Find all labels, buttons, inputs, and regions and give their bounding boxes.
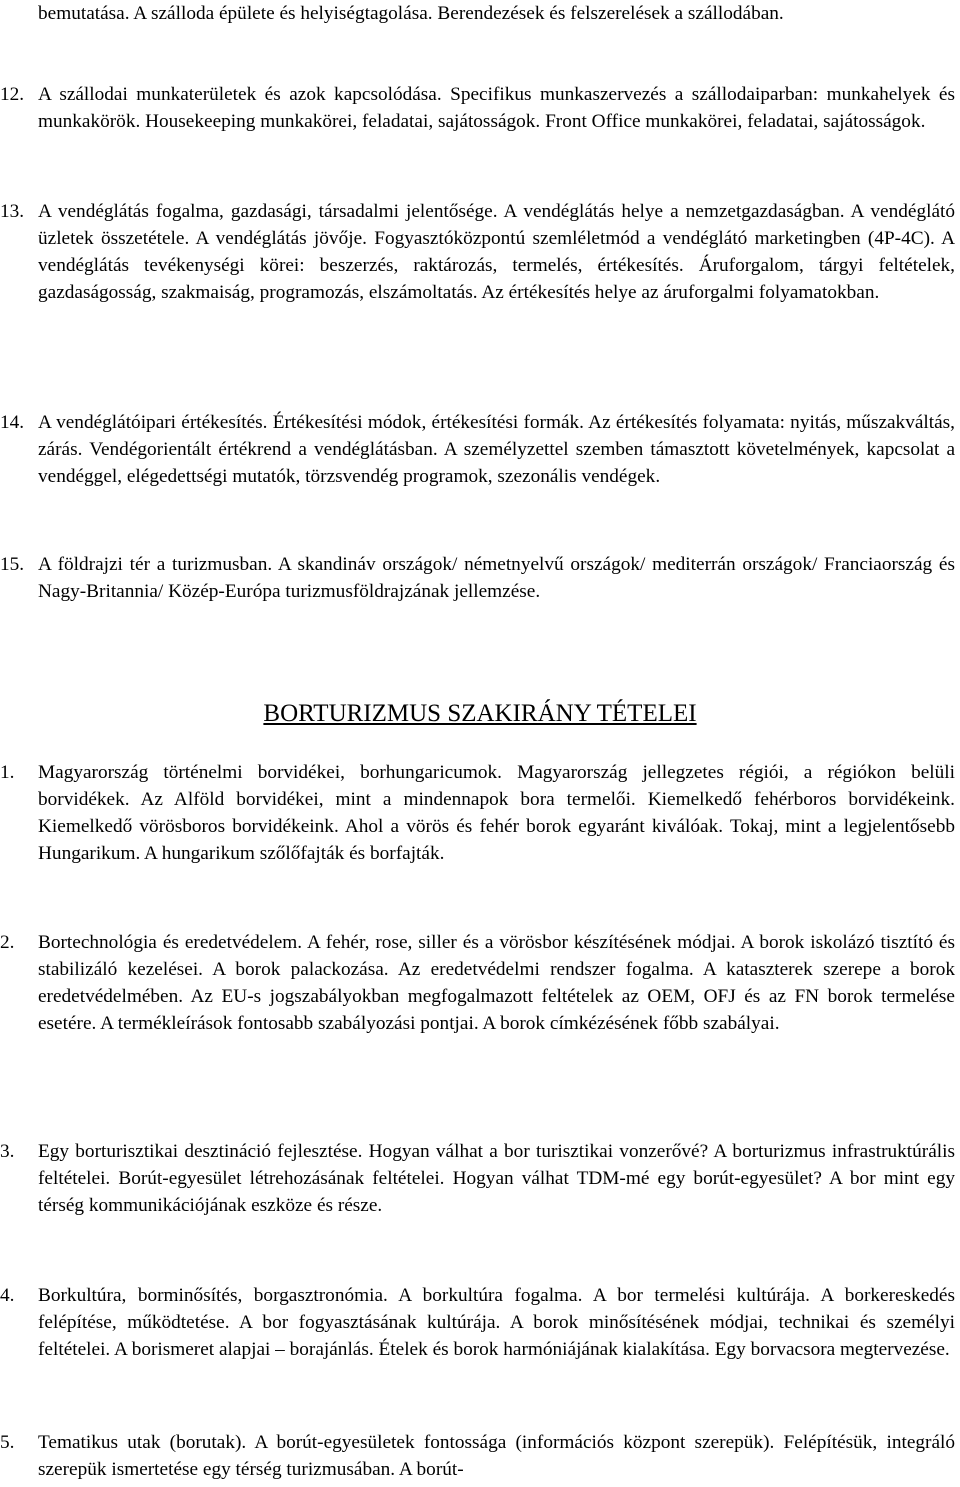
item-number: 14. [0, 412, 25, 433]
item-number: 4. [0, 1285, 15, 1306]
section-title: BORTURIZMUS SZAKIRÁNY TÉTELEI [263, 700, 697, 727]
list-item [0, 1282, 955, 1363]
item-text: A vendéglátóipari értékesítés. Értékesítési módok, értékesítési formák. Az értékesítés folyamata: nyitás, műszakváltás, zárás. Vendégorientált értékrend a vendéglátásban. A személyzettel szemben támasztott követelmények, kapcsolat a vendéggel, elégedettségi mutatók, törzsvendég programok, szezonális vendégek. [38, 412, 955, 487]
item-text: A földrajzi tér a turizmusban. A skandináv országok/ németnyelvű országok/ mediterrán országok/ Franciaország és Nagy-Britannia/ Közép-Európa turizmusföldrajzának jellemzése. [38, 554, 955, 602]
item-text: A vendéglátás fogalma, gazdasági, társadalmi jelentősége. A vendéglátás helye a nemzetgazdaságban. A vendéglátó üzletek összetétele. A vendéglátás jövője. Fogyasztóközpontú szemléletmód a vendéglátó marketingben (4P-4C). A vendéglátás tevékenységi körei: beszerzés, raktározás, termelés, értékesítés. Áruforgalom, tárgyi feltételek, gazdaságosság, szakmaiság, programozás, elszámoltatás. Az értékesítés helye az áruforgalmi folyamatokban. [38, 201, 955, 303]
item-text: Egy borturisztikai desztináció fejlesztése. Hogyan válhat a bor turisztikai vonzerővé? A borturizmus infrastruktúrális feltételei. Borút-egyesület létrehozásának feltételei. Hogyan válhat TDM-mé egy borút-egyesület? A bor mint egy térség kommunikációjának eszköze és része. [38, 1141, 955, 1216]
item-number: 15. [0, 554, 25, 575]
item-text: A szállodai munkaterületek és azok kapcsolódása. Specifikus munkaszervezés a szállodaiparban: munkahelyek és munkakörök. Housekeeping munkakörei, feladatai, sajátosságok. Front Office munkakörei, feladatai, sajátosságok. [38, 84, 955, 132]
item-number: 1. [0, 762, 15, 783]
list-item [0, 409, 955, 490]
opening-paragraph [38, 0, 955, 27]
item-number: 5. [0, 1432, 15, 1453]
list-item [0, 1138, 955, 1219]
list-item [0, 551, 955, 605]
list-item [0, 81, 955, 135]
item-number: 3. [0, 1141, 15, 1162]
item-text: Magyarország történelmi borvidékei, borhungaricumok. Magyarország jellegzetes régiói, a régiókon belüli borvidékek. Az Alföld borvidékei, mint a mindennapok bora termelői. Kiemelkedő fehérboros borvidékeink. Kiemelkedő vörösboros borvidékeink. Ahol a vörös és fehér borok egyaránt kiválóak. Tokaj, mint a legjelentősebb Hungarikum. A hungarikum szőlőfajták és borfajták. [38, 762, 955, 864]
item-number: 13. [0, 201, 25, 222]
item-text: Bortechnológia és eredetvédelem. A fehér, rose, siller és a vörösbor készítésének módjai. A borok iskolázó tisztító és stabilizáló kezelései. A borok palackozása. Az eredetvédelmi rendszer fogalma. A kataszterek szerepe a borok eredetvédelmében. Az EU-s jogszabályokban megfogalmazott feltételek az OEM, OFJ és az FN borok termelése esetére. A termékleírások fontosabb szabályozási pontjai. A borok címkézésének főbb szabályai. [38, 932, 955, 1034]
item-text: Borkultúra, borminősítés, borgasztronómia. A borkultúra fogalma. A bor termelési kultúrája. A borkereskedés felépítése, működtetése. A bor fogyasztásának kultúrája. A borok minősítésének módjai, technikai és személyi feltételei. A borismeret alapjai – borajánlás. Ételek és borok harmóniájának kialakítása. Egy borvacsora megtervezése. [38, 1285, 955, 1360]
list-item [0, 929, 955, 1037]
list-item [0, 198, 955, 306]
item-text: Tematikus utak (borutak). A borút-egyesületek fontossága (információs központ szerepük). Felépítésük, integráló szerepük ismertetése egy térség turizmusában. A borút- [38, 1432, 955, 1480]
opening-text: bemutatása. A szálloda épülete és helyiségtagolása. Berendezések és felszerelések a szállodában. [38, 3, 784, 24]
list-item [0, 1429, 955, 1483]
item-number: 2. [0, 932, 15, 953]
list-item [0, 759, 955, 867]
item-number: 12. [0, 84, 25, 105]
